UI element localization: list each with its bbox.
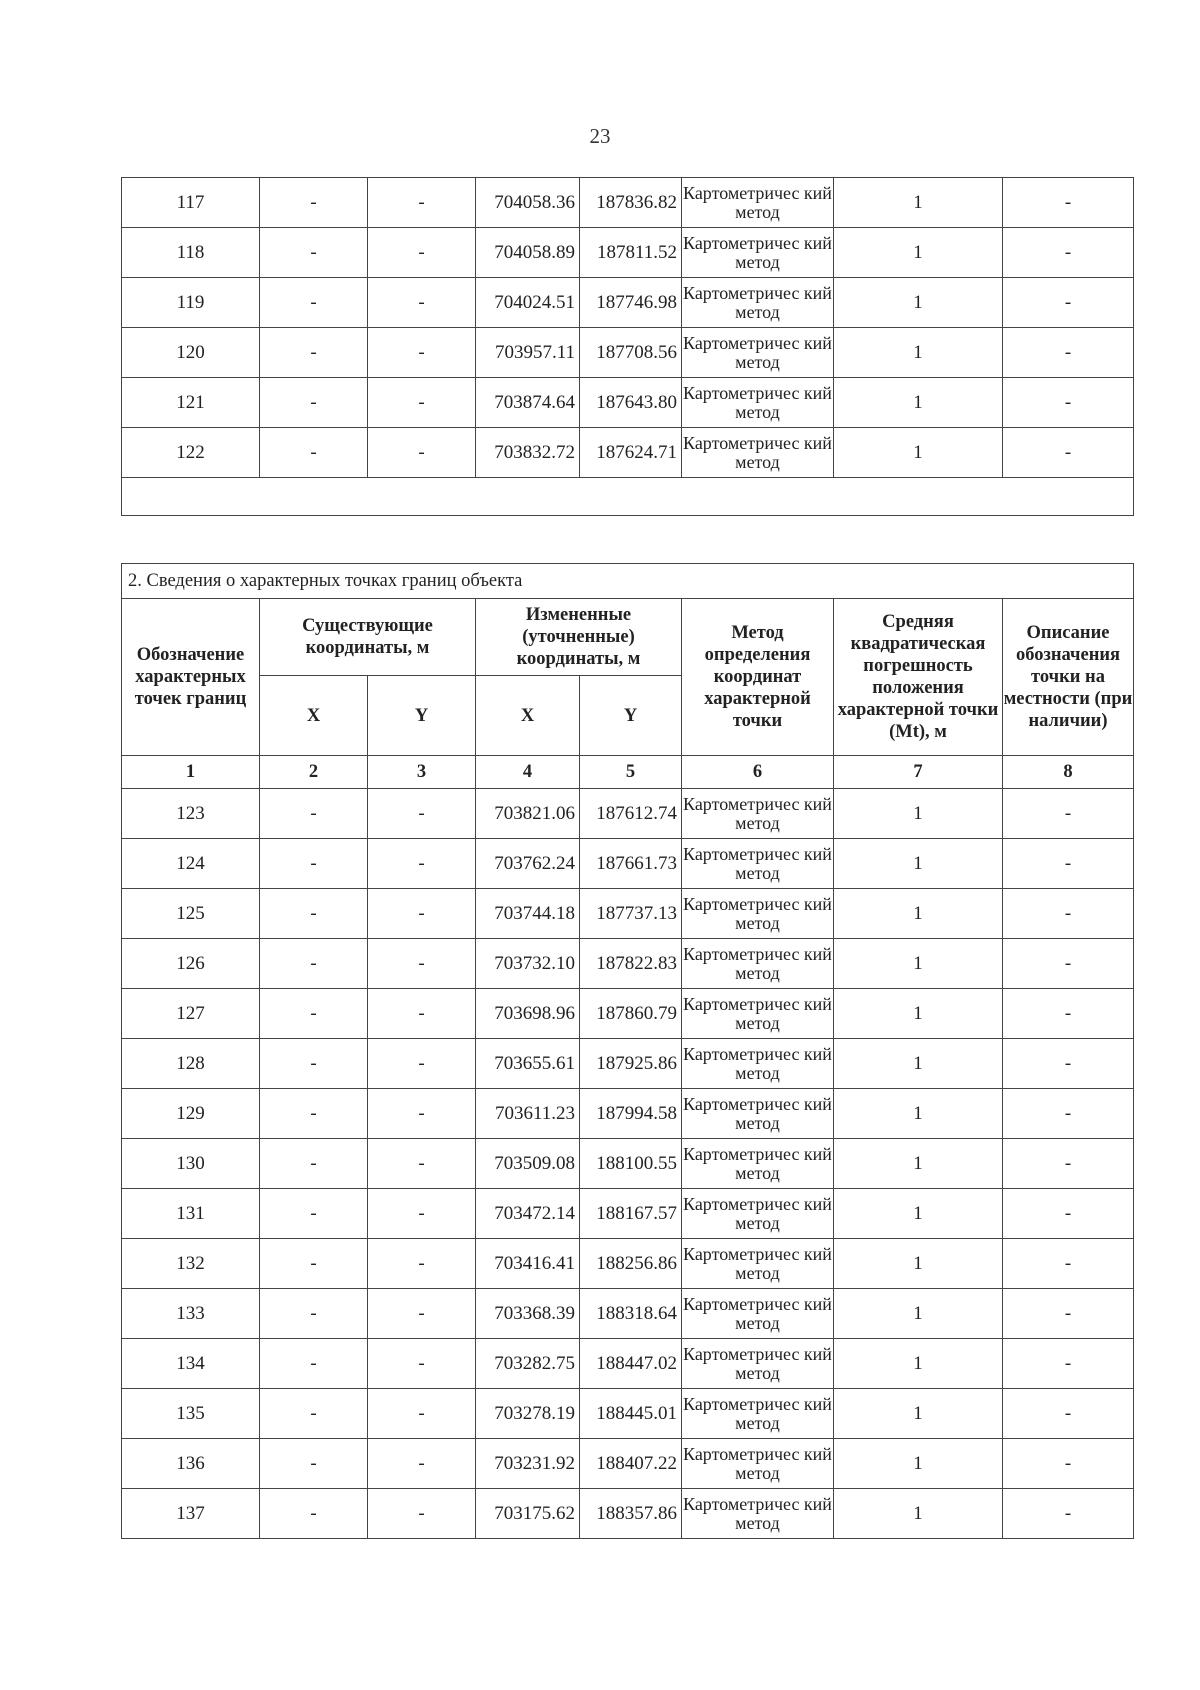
description-cell: - <box>1003 989 1134 1039</box>
table-row <box>122 1489 1134 1539</box>
existing-y-cell: - <box>368 1139 476 1189</box>
existing-x-cell: - <box>260 889 368 939</box>
point-cell: 118 <box>122 228 260 278</box>
x-coordinate-cell: 703762.24 <box>476 839 580 889</box>
description-cell: - <box>1003 889 1134 939</box>
error-cell: 1 <box>834 1139 1003 1189</box>
y-coordinate-cell: 187822.83 <box>580 939 682 989</box>
table-row <box>122 1389 1134 1439</box>
y-coordinate-cell: 188447.02 <box>580 1339 682 1389</box>
x-coordinate-cell: 703472.14 <box>476 1189 580 1239</box>
existing-x-cell: - <box>260 1039 368 1089</box>
existing-x-cell: - <box>260 378 368 428</box>
point-cell: 124 <box>122 839 260 889</box>
table-row <box>122 1189 1134 1239</box>
header-designation: Обозначение характерных точек границ <box>122 599 260 756</box>
error-cell: 1 <box>834 1289 1003 1339</box>
description-cell: - <box>1003 378 1134 428</box>
point-cell: 132 <box>122 1239 260 1289</box>
point-cell: 130 <box>122 1139 260 1189</box>
x-coordinate-cell: 703744.18 <box>476 889 580 939</box>
method-cell: Картометричес кий метод <box>682 428 834 478</box>
error-cell: 1 <box>834 428 1003 478</box>
existing-y-cell: - <box>368 1389 476 1439</box>
description-cell: - <box>1003 1389 1134 1439</box>
method-cell: Картометричес кий метод <box>682 1189 834 1239</box>
y-coordinate-cell: 187746.98 <box>580 278 682 328</box>
point-cell: 122 <box>122 428 260 478</box>
y-coordinate-cell: 187708.56 <box>580 328 682 378</box>
method-cell: Картометричес кий метод <box>682 1339 834 1389</box>
y-coordinate-cell: 187624.71 <box>580 428 682 478</box>
header-changed-y: Y <box>580 676 682 756</box>
error-cell: 1 <box>834 939 1003 989</box>
y-coordinate-cell: 188167.57 <box>580 1189 682 1239</box>
y-coordinate-cell: 187925.86 <box>580 1039 682 1089</box>
table-row <box>122 1089 1134 1139</box>
table-row <box>122 1289 1134 1339</box>
method-cell: Картометричес кий метод <box>682 1139 834 1189</box>
existing-x-cell: - <box>260 1489 368 1539</box>
existing-x-cell: - <box>260 1189 368 1239</box>
point-cell: 137 <box>122 1489 260 1539</box>
error-cell: 1 <box>834 889 1003 939</box>
points-table-continued <box>121 177 1134 516</box>
x-coordinate-cell: 703282.75 <box>476 1339 580 1389</box>
existing-y-cell: - <box>368 328 476 378</box>
method-cell: Картометричес кий метод <box>682 789 834 839</box>
point-cell: 131 <box>122 1189 260 1239</box>
description-cell: - <box>1003 178 1134 228</box>
table-row <box>122 228 1134 278</box>
existing-y-cell: - <box>368 939 476 989</box>
existing-x-cell: - <box>260 939 368 989</box>
header-changed-coordinates: Измененные (уточненные) координаты, м <box>476 599 682 676</box>
y-coordinate-cell: 187661.73 <box>580 839 682 889</box>
x-coordinate-cell: 703368.39 <box>476 1289 580 1339</box>
table-row <box>122 1439 1134 1489</box>
existing-x-cell: - <box>260 428 368 478</box>
description-cell: - <box>1003 1039 1134 1089</box>
point-cell: 128 <box>122 1039 260 1089</box>
x-coordinate-cell: 703655.61 <box>476 1039 580 1089</box>
existing-y-cell: - <box>368 378 476 428</box>
existing-x-cell: - <box>260 278 368 328</box>
point-cell: 133 <box>122 1289 260 1339</box>
description-cell: - <box>1003 789 1134 839</box>
point-cell: 135 <box>122 1389 260 1439</box>
existing-x-cell: - <box>260 1139 368 1189</box>
column-number: 8 <box>1003 756 1134 789</box>
error-cell: 1 <box>834 1389 1003 1439</box>
method-cell: Картометричес кий метод <box>682 178 834 228</box>
description-cell: - <box>1003 1239 1134 1289</box>
point-cell: 125 <box>122 889 260 939</box>
method-cell: Картометричес кий метод <box>682 1489 834 1539</box>
error-cell: 1 <box>834 328 1003 378</box>
existing-y-cell: - <box>368 889 476 939</box>
existing-y-cell: - <box>368 228 476 278</box>
method-cell: Картометричес кий метод <box>682 989 834 1039</box>
y-coordinate-cell: 187612.74 <box>580 789 682 839</box>
error-cell: 1 <box>834 1039 1003 1089</box>
header-changed-x: X <box>476 676 580 756</box>
error-cell: 1 <box>834 789 1003 839</box>
existing-y-cell: - <box>368 178 476 228</box>
x-coordinate-cell: 703509.08 <box>476 1139 580 1189</box>
boundary-points-body <box>122 789 1134 1539</box>
column-number: 6 <box>682 756 834 789</box>
description-cell: - <box>1003 1139 1134 1189</box>
description-cell: - <box>1003 1339 1134 1389</box>
x-coordinate-cell: 704058.89 <box>476 228 580 278</box>
page-number: 23 <box>589 124 611 148</box>
points-table-body <box>122 178 1134 478</box>
y-coordinate-cell: 188318.64 <box>580 1289 682 1339</box>
description-cell: - <box>1003 839 1134 889</box>
column-number: 5 <box>580 756 682 789</box>
existing-x-cell: - <box>260 328 368 378</box>
method-cell: Картометричес кий метод <box>682 228 834 278</box>
y-coordinate-cell: 188100.55 <box>580 1139 682 1189</box>
y-coordinate-cell: 187643.80 <box>580 378 682 428</box>
existing-y-cell: - <box>368 1489 476 1539</box>
description-cell: - <box>1003 1189 1134 1239</box>
method-cell: Картометричес кий метод <box>682 1089 834 1139</box>
table-row <box>122 789 1134 839</box>
description-cell: - <box>1003 1439 1134 1489</box>
method-cell: Картометричес кий метод <box>682 1389 834 1439</box>
description-cell: - <box>1003 228 1134 278</box>
point-cell: 117 <box>122 178 260 228</box>
error-cell: 1 <box>834 178 1003 228</box>
error-cell: 1 <box>834 839 1003 889</box>
x-coordinate-cell: 703832.72 <box>476 428 580 478</box>
existing-y-cell: - <box>368 1089 476 1139</box>
x-coordinate-cell: 703416.41 <box>476 1239 580 1289</box>
error-cell: 1 <box>834 278 1003 328</box>
point-cell: 127 <box>122 989 260 1039</box>
table-row <box>122 278 1134 328</box>
y-coordinate-cell: 188357.86 <box>580 1489 682 1539</box>
column-number-row <box>122 756 1134 789</box>
boundary-points-table <box>121 563 1134 1539</box>
existing-x-cell: - <box>260 1239 368 1289</box>
description-cell: - <box>1003 939 1134 989</box>
table-row <box>122 889 1134 939</box>
description-cell: - <box>1003 1289 1134 1339</box>
header-description: Описание обозначения точки на местности (при наличии) <box>1003 599 1134 756</box>
description-cell: - <box>1003 428 1134 478</box>
y-coordinate-cell: 187811.52 <box>580 228 682 278</box>
point-cell: 119 <box>122 278 260 328</box>
point-cell: 129 <box>122 1089 260 1139</box>
point-cell: 123 <box>122 789 260 839</box>
error-cell: 1 <box>834 1489 1003 1539</box>
point-cell: 120 <box>122 328 260 378</box>
existing-x-cell: - <box>260 1339 368 1389</box>
method-cell: Картометричес кий метод <box>682 1439 834 1489</box>
existing-x-cell: - <box>260 1089 368 1139</box>
error-cell: 1 <box>834 1339 1003 1389</box>
table-row <box>122 839 1134 889</box>
existing-y-cell: - <box>368 1439 476 1489</box>
x-coordinate-cell: 703175.62 <box>476 1489 580 1539</box>
x-coordinate-cell: 704024.51 <box>476 278 580 328</box>
y-coordinate-cell: 187737.13 <box>580 889 682 939</box>
existing-x-cell: - <box>260 1389 368 1439</box>
existing-x-cell: - <box>260 789 368 839</box>
x-coordinate-cell: 703698.96 <box>476 989 580 1039</box>
column-number: 7 <box>834 756 1003 789</box>
existing-y-cell: - <box>368 789 476 839</box>
x-coordinate-cell: 703278.19 <box>476 1389 580 1439</box>
point-cell: 126 <box>122 939 260 989</box>
existing-x-cell: - <box>260 1289 368 1339</box>
header-existing-x: X <box>260 676 368 756</box>
y-coordinate-cell: 188407.22 <box>580 1439 682 1489</box>
existing-x-cell: - <box>260 839 368 889</box>
header-error: Средняя квадратическая погрешность положения характерной точки (Mt), м <box>834 599 1003 756</box>
existing-y-cell: - <box>368 1039 476 1089</box>
existing-y-cell: - <box>368 428 476 478</box>
error-cell: 1 <box>834 228 1003 278</box>
description-cell: - <box>1003 278 1134 328</box>
method-cell: Картометричес кий метод <box>682 1289 834 1339</box>
error-cell: 1 <box>834 1239 1003 1289</box>
empty-row <box>122 478 1134 516</box>
existing-y-cell: - <box>368 278 476 328</box>
method-cell: Картометричес кий метод <box>682 378 834 428</box>
table-row <box>122 939 1134 989</box>
table-row <box>122 1339 1134 1389</box>
y-coordinate-cell: 188445.01 <box>580 1389 682 1439</box>
method-cell: Картометричес кий метод <box>682 1039 834 1089</box>
error-cell: 1 <box>834 1189 1003 1239</box>
x-coordinate-cell: 703874.64 <box>476 378 580 428</box>
column-number: 4 <box>476 756 580 789</box>
x-coordinate-cell: 704058.36 <box>476 178 580 228</box>
table-row <box>122 989 1134 1039</box>
description-cell: - <box>1003 1489 1134 1539</box>
method-cell: Картометричес кий метод <box>682 278 834 328</box>
header-existing-y: Y <box>368 676 476 756</box>
y-coordinate-cell: 187860.79 <box>580 989 682 1039</box>
method-cell: Картометричес кий метод <box>682 839 834 889</box>
table-caption: 2. Сведения о характерных точках границ объекта <box>122 564 1134 599</box>
existing-x-cell: - <box>260 178 368 228</box>
column-number: 1 <box>122 756 260 789</box>
column-number: 2 <box>260 756 368 789</box>
table-row <box>122 328 1134 378</box>
table-caption-row <box>122 564 1134 599</box>
existing-y-cell: - <box>368 1289 476 1339</box>
column-number: 3 <box>368 756 476 789</box>
table-row <box>122 1239 1134 1289</box>
existing-y-cell: - <box>368 839 476 889</box>
header-row <box>122 599 1134 676</box>
method-cell: Картометричес кий метод <box>682 939 834 989</box>
method-cell: Картометричес кий метод <box>682 328 834 378</box>
table-row <box>122 178 1134 228</box>
method-cell: Картометричес кий метод <box>682 1239 834 1289</box>
table-row <box>122 428 1134 478</box>
x-coordinate-cell: 703821.06 <box>476 789 580 839</box>
description-cell: - <box>1003 1089 1134 1139</box>
x-coordinate-cell: 703957.11 <box>476 328 580 378</box>
empty-cell <box>122 478 1134 516</box>
y-coordinate-cell: 187836.82 <box>580 178 682 228</box>
x-coordinate-cell: 703611.23 <box>476 1089 580 1139</box>
description-cell: - <box>1003 328 1134 378</box>
existing-x-cell: - <box>260 228 368 278</box>
x-coordinate-cell: 703732.10 <box>476 939 580 989</box>
header-method: Метод определения координат характерной точки <box>682 599 834 756</box>
point-cell: 134 <box>122 1339 260 1389</box>
table-row <box>122 1139 1134 1189</box>
method-cell: Картометричес кий метод <box>682 889 834 939</box>
existing-y-cell: - <box>368 1239 476 1289</box>
y-coordinate-cell: 188256.86 <box>580 1239 682 1289</box>
error-cell: 1 <box>834 989 1003 1039</box>
error-cell: 1 <box>834 1439 1003 1489</box>
x-coordinate-cell: 703231.92 <box>476 1439 580 1489</box>
y-coordinate-cell: 187994.58 <box>580 1089 682 1139</box>
point-cell: 121 <box>122 378 260 428</box>
point-cell: 136 <box>122 1439 260 1489</box>
existing-x-cell: - <box>260 1439 368 1489</box>
existing-y-cell: - <box>368 1189 476 1239</box>
existing-x-cell: - <box>260 989 368 1039</box>
table-row <box>122 1039 1134 1089</box>
header-existing-coordinates: Существующие координаты, м <box>260 599 476 676</box>
error-cell: 1 <box>834 1089 1003 1139</box>
existing-y-cell: - <box>368 1339 476 1389</box>
error-cell: 1 <box>834 378 1003 428</box>
table-row <box>122 378 1134 428</box>
existing-y-cell: - <box>368 989 476 1039</box>
